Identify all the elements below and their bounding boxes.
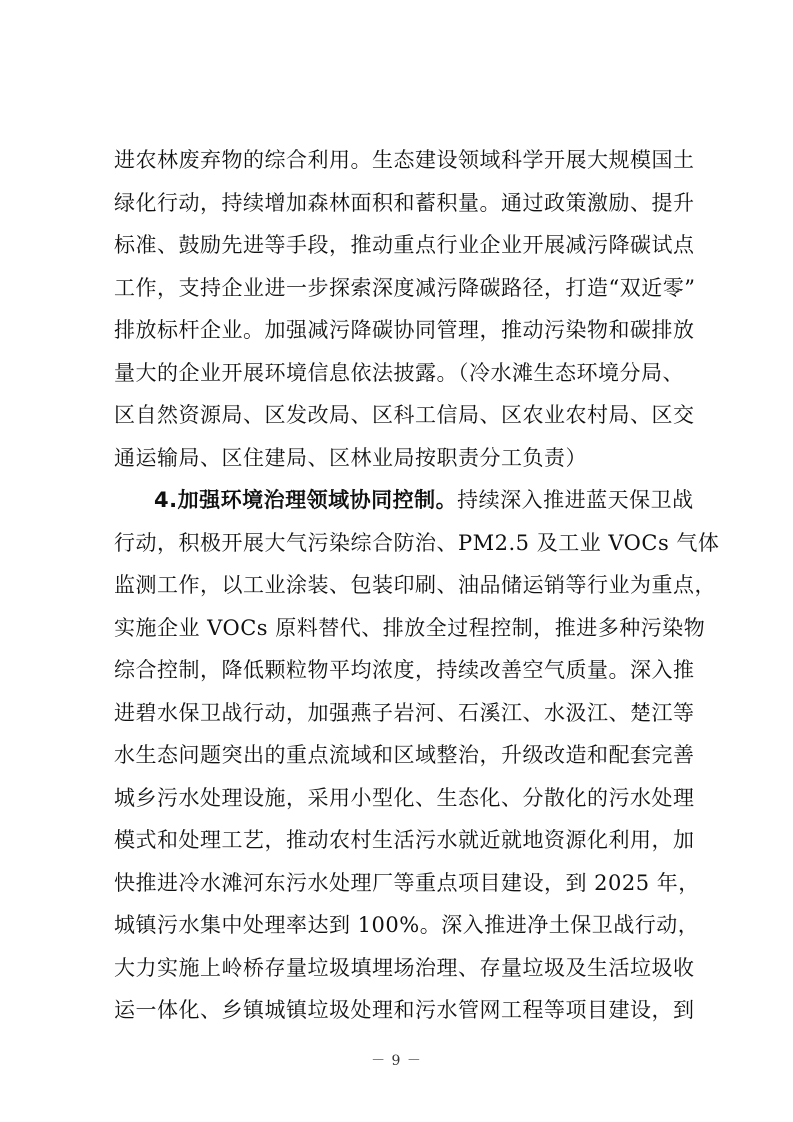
paragraph-line: 排放标杆企业。加强减污降碳协同管理，推动污染物和碳排放 xyxy=(114,318,695,342)
paragraph-line: 绿化行动，持续增加森林面积和蓄积量。通过政策激励、提升 xyxy=(114,190,695,215)
section-heading-continuation: 持续深入推进蓝天保卫战 xyxy=(457,488,694,512)
paragraph-line: 工作，支持企业进一步探索深度减污降碳路径，打造“双近零” xyxy=(114,275,696,300)
paragraph-line: 城镇污水集中处理率达到 100%。深入推进净土保卫战行动， xyxy=(114,913,700,937)
paragraph-line: 综合控制，降低颗粒物平均浓度，持续改善空气质量。深入推 xyxy=(114,658,695,682)
paragraph-line: 城乡污水处理设施，采用小型化、生态化、分散化的污水处理 xyxy=(114,785,695,810)
paragraph-line: 标准、鼓励先进等手段，推动重点行业企业开展减污降碳试点 xyxy=(114,233,695,257)
paragraph-line: 行动，积极开展大气污染综合防治、PM2.5 及工业 VOCs 气体 xyxy=(114,530,720,555)
section-heading-line xyxy=(154,486,694,514)
paragraph-line: 水生态问题突出的重点流域和区域整治，升级改造和配套完善 xyxy=(114,743,695,767)
paragraph-line: 进农林废弃物的综合利用。生态建设领域科学开展大规模国土 xyxy=(114,148,695,172)
paragraph-line: 快推进冷水滩河东污水处理厂等重点项目建设，到 2025 年， xyxy=(114,870,700,895)
paragraph-line: 区自然资源局、区发改局、区科工信局、区农业农村局、区交 xyxy=(114,403,695,427)
paragraph-line: 进碧水保卫战行动，加强燕子岩河、石溪江、水汲江、楚江等 xyxy=(114,700,695,725)
paragraph-line: 监测工作，以工业涂装、包装印刷、油品储运销等行业为重点， xyxy=(114,573,716,597)
paragraph-line: 通运输局、区住建局、区林业局按职责分工负责） xyxy=(114,445,587,470)
paragraph-line: 实施企业 VOCs 原料替代、排放全过程控制，推进多种污染物 xyxy=(114,615,706,640)
paragraph-line: 运一体化、乡镇城镇垃圾处理和污水管网工程等项目建设，到 xyxy=(114,998,695,1022)
paragraph-line: 模式和处理工艺，推动农村生活污水就近就地资源化利用，加 xyxy=(114,828,695,852)
page-number: － 9 － xyxy=(371,1053,422,1069)
paragraph-line: 大力实施上岭桥存量垃圾填埋场治理、存量垃圾及生活垃圾收 xyxy=(114,955,695,980)
paragraph-line: 量大的企业开展环境信息依法披露。（冷水滩生态环境分局、 xyxy=(114,360,684,385)
section-heading: 4.加强环境治理领域协同控制。 xyxy=(154,488,458,512)
